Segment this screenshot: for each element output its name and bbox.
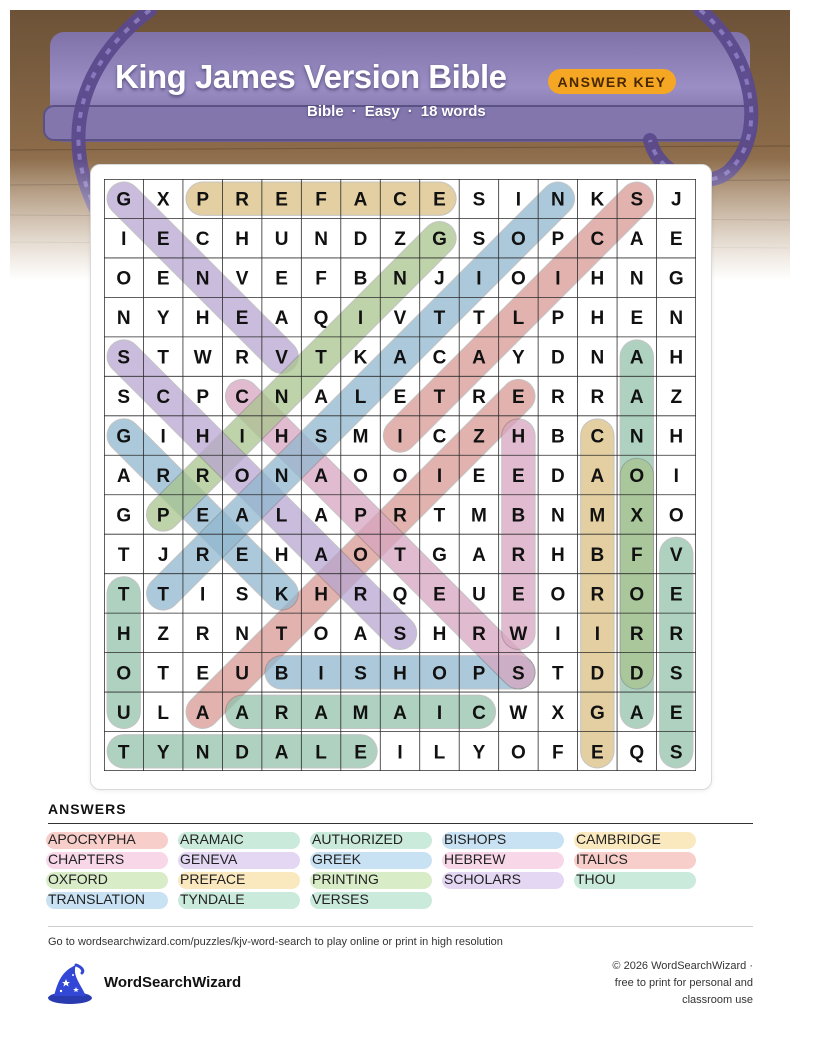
grid-letter[interactable]: R <box>393 505 407 527</box>
grid-letter[interactable]: I <box>318 663 324 685</box>
grid-letter[interactable]: P <box>196 189 210 211</box>
answer-word: APOCRYPHA <box>48 831 136 847</box>
grid-letter[interactable]: N <box>314 229 328 251</box>
meta-separator: · <box>351 103 357 120</box>
answer-item <box>312 871 379 889</box>
answer-word: THOU <box>576 871 616 887</box>
grid-letter[interactable]: O <box>353 544 368 566</box>
grid-letter[interactable]: M <box>471 505 487 527</box>
answer-word: TRANSLATION <box>48 891 145 907</box>
grid-letter[interactable]: S <box>472 229 486 251</box>
grid-letter[interactable]: R <box>353 584 368 606</box>
answer-item <box>48 831 136 849</box>
grid-letter[interactable]: C <box>432 426 447 448</box>
grid-letter[interactable]: M <box>589 505 606 527</box>
grid-letter[interactable]: T <box>394 544 406 566</box>
grid-letter[interactable]: R <box>511 544 526 566</box>
answer-word: SCHOLARS <box>444 871 522 887</box>
grid-letter[interactable]: R <box>274 702 289 724</box>
grid-letter[interactable]: A <box>235 702 250 724</box>
answer-item <box>180 891 245 909</box>
grid-letter[interactable]: A <box>195 702 210 724</box>
grid-letter[interactable]: O <box>313 623 329 645</box>
answers-heading: ANSWERS <box>48 801 127 817</box>
grid-letter[interactable]: S <box>393 623 407 645</box>
grid-letter[interactable]: E <box>354 742 367 764</box>
grid-letter[interactable]: O <box>668 505 684 527</box>
copyright-line: free to print for personal and <box>614 977 753 989</box>
grid-letter[interactable]: I <box>239 426 245 448</box>
answer-word: GREEK <box>312 851 362 867</box>
grid-letter[interactable]: B <box>511 505 526 527</box>
letter-grid <box>104 179 696 771</box>
grid-letter[interactable]: I <box>121 229 127 251</box>
grid-letter[interactable]: R <box>472 623 486 645</box>
grid-letter[interactable]: U <box>235 663 250 685</box>
grid-letter[interactable]: T <box>117 584 130 606</box>
answers-divider <box>48 823 753 824</box>
grid-letter[interactable]: O <box>511 268 526 290</box>
grid-letter[interactable]: F <box>315 189 327 211</box>
grid-letter[interactable]: A <box>393 347 407 369</box>
grid-letter[interactable]: Z <box>473 426 485 448</box>
grid-letter[interactable]: P <box>196 387 210 409</box>
grid-letter[interactable]: H <box>511 426 526 448</box>
grid-letter[interactable]: L <box>275 505 288 527</box>
grid-letter[interactable]: T <box>433 308 446 330</box>
grid-letter[interactable]: C <box>235 387 250 409</box>
grid-letter[interactable]: A <box>314 505 328 527</box>
grid-letter[interactable]: H <box>195 308 210 330</box>
grid-letter[interactable]: Y <box>156 742 170 764</box>
grid-letter[interactable]: Y <box>156 308 170 330</box>
grid-letter[interactable]: A <box>353 189 368 211</box>
copyright <box>580 958 753 1009</box>
grid-letter[interactable]: Z <box>394 229 406 251</box>
grid-letter[interactable]: X <box>551 702 565 724</box>
meta-difficulty: Easy <box>364 103 400 120</box>
answer-word: PRINTING <box>312 871 379 887</box>
grid-letter[interactable]: N <box>393 268 407 290</box>
grid-letter[interactable]: R <box>235 347 250 369</box>
grid-letter[interactable]: A <box>393 702 407 724</box>
grid-letter[interactable]: I <box>397 426 403 448</box>
grid-letter[interactable]: K <box>590 189 605 211</box>
grid-letter[interactable]: N <box>195 742 210 764</box>
puzzle-title: King James Version Bible <box>115 58 507 95</box>
grid-letter[interactable]: R <box>195 544 210 566</box>
grid-letter[interactable]: C <box>590 426 605 448</box>
grid-letter[interactable]: J <box>157 544 169 566</box>
grid-letter[interactable]: G <box>116 189 132 211</box>
grid-letter[interactable]: R <box>235 189 250 211</box>
grid-letter[interactable]: N <box>195 268 210 290</box>
grid-letter[interactable]: P <box>551 229 565 251</box>
grid-letter[interactable]: O <box>432 663 447 685</box>
footer-divider <box>48 926 753 927</box>
grid-letter[interactable]: D <box>550 466 565 487</box>
answer-item <box>312 831 403 849</box>
grid-letter[interactable]: W <box>193 347 212 369</box>
wizard-hat-icon <box>46 963 94 1005</box>
grid-letter[interactable]: A <box>353 623 368 645</box>
grid-letter[interactable]: O <box>116 663 132 685</box>
grid-letter[interactable]: M <box>352 702 369 724</box>
grid-letter[interactable]: N <box>590 347 605 369</box>
grid-letter[interactable]: P <box>354 505 367 527</box>
grid-letter[interactable]: L <box>354 387 367 409</box>
grid-letter[interactable]: C <box>590 229 605 251</box>
grid-letter[interactable]: E <box>433 584 446 606</box>
answer-item <box>576 831 661 849</box>
grid-letter[interactable]: A <box>472 544 486 566</box>
grid-letter[interactable]: S <box>669 663 683 685</box>
grid-letter[interactable]: G <box>116 426 132 448</box>
grid-letter[interactable]: K <box>274 584 289 606</box>
grid-letter[interactable]: N <box>629 268 644 290</box>
meta-topic: Bible <box>307 103 344 120</box>
grid-letter[interactable]: H <box>195 426 210 448</box>
grid-letter[interactable]: A <box>629 229 644 251</box>
grid-letter[interactable]: A <box>629 347 644 369</box>
grid-letter[interactable]: Z <box>670 387 683 409</box>
grid-letter[interactable]: Y <box>512 347 525 369</box>
grid-letter[interactable]: S <box>117 347 131 369</box>
answer-word: OXFORD <box>48 871 108 887</box>
grid-letter[interactable]: H <box>590 268 605 290</box>
grid-letter[interactable]: D <box>629 663 644 685</box>
grid-letter[interactable]: A <box>590 466 605 487</box>
grid-letter[interactable]: I <box>515 189 522 211</box>
grid-letter[interactable]: V <box>275 347 288 369</box>
grid-letter[interactable]: A <box>235 505 250 527</box>
grid-letter[interactable]: S <box>630 189 644 211</box>
grid-letter[interactable]: N <box>274 387 289 409</box>
grid-letter[interactable]: E <box>393 387 407 409</box>
answer-word: PREFACE <box>180 871 246 887</box>
grid-letter[interactable]: U <box>116 702 131 724</box>
grid-letter[interactable]: R <box>669 623 684 645</box>
grid-letter[interactable]: S <box>354 663 367 685</box>
grid-letter[interactable]: T <box>157 584 170 606</box>
answer-word: GENEVA <box>180 851 238 867</box>
grid-letter[interactable]: R <box>156 466 171 487</box>
grid-letter[interactable]: I <box>594 623 600 645</box>
grid-letter[interactable]: N <box>629 426 644 448</box>
grid-letter[interactable]: S <box>512 663 525 685</box>
grid-letter[interactable]: C <box>432 347 447 369</box>
grid-letter[interactable]: H <box>274 426 289 448</box>
grid-letter[interactable]: N <box>235 623 250 645</box>
grid-letter[interactable]: T <box>157 347 170 369</box>
answer-word: VERSES <box>312 891 369 907</box>
answer-item <box>576 871 616 889</box>
grid-letter[interactable]: A <box>314 544 328 566</box>
grid-letter[interactable]: H <box>393 663 407 685</box>
grid-letter[interactable]: I <box>436 466 443 487</box>
grid-letter[interactable]: V <box>669 544 683 566</box>
grid-letter[interactable]: E <box>275 189 288 211</box>
grid-letter[interactable]: M <box>352 426 369 448</box>
grid-letter[interactable]: P <box>551 308 565 330</box>
grid-letter[interactable]: H <box>274 544 289 566</box>
grid-letters <box>116 190 683 764</box>
grid-letter[interactable]: P <box>472 663 486 685</box>
brand-name: WordSearchWizard <box>104 974 242 991</box>
grid-letter[interactable]: Y <box>472 742 486 764</box>
grid-letter[interactable]: L <box>315 742 327 764</box>
grid-letter[interactable]: O <box>234 466 250 487</box>
grid-letter[interactable]: X <box>630 505 644 527</box>
grid-letter[interactable]: R <box>195 466 210 487</box>
grid-letter[interactable]: A <box>274 742 289 764</box>
grid-letter[interactable]: T <box>433 387 446 409</box>
grid-letter[interactable]: T <box>473 308 485 330</box>
grid-letter[interactable]: G <box>432 229 447 251</box>
grid-letter[interactable]: S <box>669 742 683 764</box>
grid-letter[interactable]: N <box>669 308 684 330</box>
grid-letter[interactable]: I <box>555 268 561 290</box>
grid-letter[interactable]: E <box>196 663 210 685</box>
grid-letter[interactable]: U <box>472 584 486 606</box>
grid-letter[interactable]: L <box>157 702 170 724</box>
grid-letter[interactable]: A <box>472 347 486 369</box>
grid-letter[interactable]: A <box>629 387 644 409</box>
grid-letter[interactable]: L <box>433 742 446 764</box>
grid-letter[interactable]: E <box>512 584 525 606</box>
grid-letter[interactable]: I <box>397 742 403 764</box>
grid-letter[interactable]: Q <box>392 584 408 606</box>
puzzle-meta <box>307 103 486 120</box>
footer-note: Go to wordsearchwizard.com/puzzles/kjv-word-search to play online or print in high resolution <box>48 936 503 948</box>
grid-letter[interactable]: N <box>550 189 565 211</box>
grid-letter[interactable]: I <box>160 426 166 448</box>
grid-letter[interactable]: Q <box>629 742 645 764</box>
grid-letter[interactable]: A <box>314 387 328 409</box>
grid-letter[interactable]: N <box>116 308 131 330</box>
grid-letter[interactable]: H <box>432 623 447 645</box>
meta-word-count: 18 words <box>420 103 486 120</box>
meta-separator: · <box>407 103 413 120</box>
grid-letter[interactable]: F <box>630 544 643 566</box>
grid-letter[interactable]: O <box>629 584 645 606</box>
grid-letter[interactable]: N <box>274 466 289 487</box>
grid-letter[interactable]: Q <box>313 308 329 330</box>
grid-letter[interactable]: E <box>156 229 170 251</box>
answer-item <box>312 891 369 909</box>
grid-letter[interactable]: T <box>315 347 327 369</box>
grid-letter[interactable]: E <box>433 189 446 211</box>
grid-letter[interactable]: H <box>116 623 131 645</box>
grid-letter[interactable]: D <box>550 347 565 369</box>
grid-letter[interactable]: E <box>512 387 525 409</box>
grid-letter[interactable]: R <box>472 387 486 409</box>
grid-letter[interactable]: D <box>590 663 605 685</box>
grid-letter[interactable]: E <box>669 584 683 606</box>
grid-letter[interactable]: H <box>314 584 328 606</box>
grid-letter[interactable]: G <box>589 702 605 724</box>
grid-letter[interactable]: A <box>314 466 328 487</box>
answer-item <box>180 851 237 869</box>
grid-letter[interactable]: O <box>511 229 526 251</box>
grid-letter[interactable]: E <box>235 544 249 566</box>
answer-word: CHAPTERS <box>48 851 125 867</box>
grid-letter[interactable]: T <box>117 544 130 566</box>
grid-letter[interactable]: E <box>669 229 683 251</box>
grid-letter[interactable]: O <box>550 584 566 606</box>
grid-letter[interactable]: T <box>275 623 288 645</box>
grid-letter[interactable]: E <box>196 505 210 527</box>
grid-letter[interactable]: J <box>670 189 682 211</box>
answer-item <box>48 871 108 889</box>
grid-letter[interactable]: A <box>629 702 644 724</box>
answer-word: ITALICS <box>576 851 628 867</box>
grid-letter[interactable]: L <box>512 308 525 330</box>
grid-letter[interactable]: H <box>669 347 684 369</box>
grid-letter[interactable]: B <box>274 663 289 685</box>
grid-letter[interactable]: O <box>629 466 645 487</box>
grid-letter[interactable]: G <box>668 268 684 290</box>
grid-letter[interactable]: E <box>669 702 683 724</box>
grid-letter[interactable]: A <box>116 466 131 487</box>
grid-letter[interactable]: H <box>550 544 565 566</box>
grid-letter[interactable]: R <box>629 623 644 645</box>
grid-letter[interactable]: H <box>235 229 250 251</box>
grid-letter[interactable]: O <box>353 466 368 487</box>
copyright-line: © 2026 WordSearchWizard · <box>612 960 753 972</box>
grid-letter[interactable]: J <box>434 268 445 290</box>
grid-letter[interactable]: W <box>509 623 528 645</box>
grid-letter[interactable]: A <box>314 702 328 724</box>
grid-letter[interactable]: O <box>116 268 132 290</box>
grid-letter[interactable]: P <box>156 505 170 527</box>
grid-letter[interactable]: E <box>156 268 170 290</box>
grid-letter[interactable]: S <box>472 189 486 211</box>
answer-item <box>180 831 244 849</box>
grid-letter[interactable]: Z <box>157 623 170 645</box>
grid-letter[interactable]: I <box>200 584 206 606</box>
answer-item <box>444 831 506 849</box>
grid-letter[interactable]: C <box>393 189 407 211</box>
grid-letter[interactable]: F <box>315 268 327 290</box>
grid-letter[interactable]: R <box>195 623 210 645</box>
grid-letter[interactable]: B <box>550 426 565 448</box>
grid-letter[interactable]: T <box>552 663 564 685</box>
grid-letter[interactable]: T <box>433 505 446 527</box>
grid-letter[interactable]: A <box>274 308 289 330</box>
grid-letter[interactable]: E <box>630 308 644 330</box>
grid-letter[interactable]: E <box>235 308 249 330</box>
answer-item <box>180 871 245 889</box>
answer-word: TYNDALE <box>180 891 245 907</box>
answer-key-badge: ANSWER KEY <box>548 69 676 94</box>
grid-letter[interactable]: R <box>550 387 565 409</box>
grid-letter[interactable]: D <box>235 742 250 764</box>
grid-letter[interactable]: G <box>432 544 447 566</box>
grid-letter[interactable]: V <box>393 308 407 330</box>
answer-item <box>576 851 628 869</box>
grid-letter[interactable]: I <box>555 623 561 645</box>
grid-letter[interactable]: T <box>157 663 170 685</box>
grid-letter[interactable]: H <box>590 308 605 330</box>
grid-letter[interactable]: T <box>117 742 130 764</box>
grid-letter[interactable]: O <box>511 742 526 764</box>
answer-item <box>48 891 145 909</box>
grid-letter[interactable]: U <box>274 229 289 251</box>
grid-letter[interactable]: S <box>314 426 328 448</box>
answer-item <box>48 851 124 869</box>
grid-letter[interactable]: I <box>436 702 443 724</box>
grid-letter[interactable]: I <box>476 268 482 290</box>
answer-word: ARAMAIC <box>180 831 244 847</box>
grid-letter[interactable]: E <box>590 742 604 764</box>
grid-letter[interactable]: S <box>117 387 131 409</box>
answer-item <box>312 851 361 869</box>
grid-letter[interactable]: W <box>509 702 528 724</box>
grid-letter[interactable]: G <box>116 505 132 527</box>
grid-letter[interactable]: R <box>590 387 605 409</box>
grid-letter[interactable]: X <box>156 189 170 211</box>
grid-letter[interactable]: E <box>512 466 525 487</box>
copyright-line: classroom use <box>682 994 753 1006</box>
grid-letter[interactable]: C <box>195 229 210 251</box>
grid-letter[interactable]: I <box>673 466 679 487</box>
grid-letter[interactable]: N <box>550 505 565 527</box>
grid-letter[interactable]: B <box>353 268 368 290</box>
grid-letter[interactable]: C <box>156 387 171 409</box>
grid-letter[interactable]: E <box>472 466 486 487</box>
answer-word: BISHOPS <box>444 831 507 847</box>
grid-letter[interactable]: B <box>590 544 605 566</box>
grid-letter[interactable]: S <box>235 584 249 606</box>
answer-word: HEBREW <box>444 851 506 867</box>
grid-letter[interactable]: R <box>590 584 605 606</box>
grid-letter[interactable]: K <box>353 347 368 369</box>
answer-word: AUTHORIZED <box>312 831 403 847</box>
grid-letter[interactable]: E <box>275 268 288 290</box>
grid-letter[interactable]: I <box>357 308 364 330</box>
grid-letter[interactable]: V <box>235 268 249 290</box>
answer-item <box>444 851 505 869</box>
grid-letter[interactable]: F <box>552 742 564 764</box>
answer-item <box>444 871 521 889</box>
grid-letter[interactable]: H <box>669 426 684 448</box>
answer-word: CAMBRIDGE <box>576 831 661 847</box>
grid-letter[interactable]: C <box>472 702 486 724</box>
grid-letter[interactable]: D <box>353 229 368 251</box>
grid-letter[interactable]: O <box>392 466 408 487</box>
